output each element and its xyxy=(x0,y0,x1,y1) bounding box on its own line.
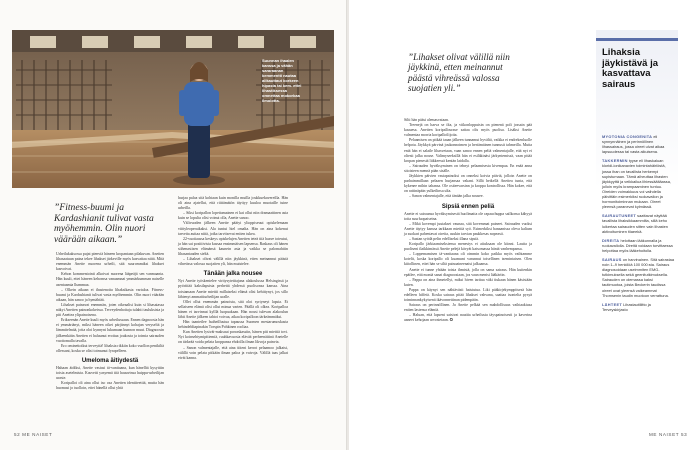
paragraph: – Lihakset olivat välillä niin jäykkinä, etten meinannut päästä vihreässa valossa suojaiten yli, hän muistelee. xyxy=(178,257,288,267)
fact-text: tyyse eli lihaskaluan kloridi-ionikanavien toimintahäiriöstä, jossa ihan on tavallista herkempi supistumaan. Tämä aiheuttaa lihasten jäykkyyttä ja veikkailua lihiessäältäassa, jolloin myös krampaaminen tuntuu. Oireiden voimakkuus voi vaihdella päivittäin esimerkiksi ruokavalion ja hormonitoiminnan mukaan. Oireet yleensä paranevat kylmässä. xyxy=(602,158,671,210)
fact-text: eli synnynnäinen ja perinnöllinen lihassairaus, jossa oireet ulvat aikaa lapsuudessa tai vasta aikuisena. xyxy=(602,134,665,155)
paragraph: Kun Anetten lysiväi-maksaut porraskassiin, hänen piti miettiä tovi. Nyt koinsehtymipitiemiä, ruuhkavuosia elävää perheenäitinä Anetelle on tärkeää voida pelata kroppansa ehdoilla ilman likvoja painvia. xyxy=(178,330,288,345)
paragraph: Ollei ollut enemmän painoista, sitä oloi syrtyneyt lapsia. Et sellaiseen elämä olisi ollut minua varten. Päällä oli olkea. Koripalloa hänen ei tarvinnut kylllä luopuakaan. Hän nousi tulevan alakoulun lähti Anette jälkeen tahtoi voivaa, aikaa koripalloon tärkeämmäksi. xyxy=(178,299,288,319)
left-column-1 xyxy=(56,252,164,391)
pull-quote-left: ”Fitness-buumi ja Kardashianit tulivat vasta myöhemmin. Olin nuori väärään aikaan.” xyxy=(54,202,154,245)
fact-box-title: Lihaksia jäykistävä ja kasvattava sairaus xyxy=(602,47,658,90)
paragraph: Hän taanteilee huiheillustua tapaussa Suomen mestarumoskasta hehindeldiapinakin Torspin Pohkinen rooliaa. xyxy=(178,320,288,330)
page-folio-left: 52 ME NAISET xyxy=(14,432,53,437)
fact-label: DIREITA xyxy=(602,237,620,243)
pull-quote-right: ”Lihakset olivat välillä niin jäykkinä, etten meinannut päästä vihreässä valossa suojatien yli.” xyxy=(408,52,510,94)
right-column-1 xyxy=(404,118,532,324)
paragraph: – Haluan, että lapseni saisivat nauttia urheilusta täyspainoisesti ja kaverina aaneet kehojaan arvostetaan. ✪ xyxy=(404,313,532,323)
paragraph: – Pappa on aina ihmetellyt, miksi hiven tarttua väki tiukaan hänen käsistään kuten. xyxy=(404,277,532,287)
paragraph: Anette ei sairaunsa hyväksymisestä huolimatta ole rapauchuppa sailkonsa kähyyä totta suurluopaiseina. xyxy=(404,211,532,221)
paragraph: Välivuoden jälkeen Anette päätyi ylioppiseuut opiskelemaan viittyleoperaikaksi. Ala tuntui hiel omalta. Hän on aina kokenut tarvetta auttaa niitä, jotka tarvitsevat eniten tukea. xyxy=(178,221,288,236)
paragraph: – Olkein aikaan ei ihastenoita lihaksikasta vartaloa. Fitness-buumi ja Kardashianit tulivat vasta myöhemmin. Olin nuori väärään aikaan, hän sanoo ja hymähtää. xyxy=(56,287,164,302)
paragraph: 22-vuotiaassa keskeys opiskelujen Anetten teteä tiiä haave toteutui, ja hän sai positiivista kassaa ensimmäisen lapsensa. Raskaus oli hänen siihenastisen elämänsä kaunein asia ja vaikka se palomahtiin lihasantaaden sieltä. xyxy=(178,236,288,257)
paragraph: – Sanon valmentajalle, että aina tiiteni kerrot pelaamoo jalkaisi, välillä voin pelata pitkään ilman paloa ja vaivoja. Välillä taas jalkat eivät kanna. xyxy=(178,345,288,360)
paragraph: Koripalloi oli aina ollut iso osa Anetten identiteettiä, mutta hän huomasi jo tuolloin, ettei hänellä ollut yhtä xyxy=(56,381,164,391)
paragraph: Kehon kommentointi alkoivat nuorena lääpeäjä sen vanmaanta. Hän kuuli, ettei häneen kehomsa vanaamnai ymmärkumman naiselle asentaamia lhammaa. xyxy=(56,272,164,287)
fact-text: Lihastautiliitto ja Terveyskirjasto xyxy=(602,301,651,312)
paragraph: Anette ei tunne yhtään toista ihmistä, jolla on sama sairaus. Hän kuitenkin epäilee, että moniä sanat diagnoosiaan, jos vaan menisi lääkäriin. xyxy=(404,267,532,277)
fact-text: helottaan lääkunnalla ja ruokavaliolla. Direitä voidaan torvittaessa helpottaa myös lääkehoitolla. xyxy=(602,237,673,253)
fact-text: saattavat näyttää tavallista lihaksikkaammilta, sillä keho luikertaa sairauden sitten vain lihasten aktivoituminen tiiaeekä. xyxy=(602,213,668,234)
paragraph: Hahaan äidiksi, Anette vastasi tä-vanttaana, kun hänelltä kysyttiin toisia asetelmista. Kasvetti yasyemä tiiä hauuvinsa huippu-urheilijan uraste. xyxy=(56,365,164,381)
fact-label: SAIRAUTUNEET xyxy=(602,213,637,219)
paragraph: Sairaus on perinnöllinen. Ja Anette pelkää sen mahdollisuus vaihtaakiusa eniten lastensa elämiä. xyxy=(404,303,532,313)
left-column-2 xyxy=(178,196,288,361)
paragraph: – Siksi koripallon lopettamainen ei kai ollut niin dramaattinen asia kuin se lopulta olisi voinut olla, Anette sanoo. xyxy=(178,211,288,221)
paragraph: Pappa on käynyt sen nähtävästi haistutua. Liki pääkirjekymppitsesä hän edelleen hiffetä. Koska sairaus pitää lihakset vahvana, saattaa isontelta pysyä toiminnankykyisenä ikävonnettinan pidempään. xyxy=(404,287,532,303)
fact-item xyxy=(602,134,674,154)
paragraph: – Sairauden hyväksyminen on tehnyt pelaamisesta kivempaa. En enää anna sitoisteen mennä pään sisälle. xyxy=(404,163,532,173)
fact-item xyxy=(602,302,674,312)
fact-item xyxy=(602,213,674,233)
gym-photo xyxy=(12,30,334,188)
paragraph: – Loppemamisen tä-vanttaana oli oimmin koko paikka myös vaihtamme kotelit, koska koripallo oli kuamunt varunnut toisellinen tsemintaisen. Olen kiitollinen, ettei hän se siltä painoaineenaisi jalkaansa. xyxy=(404,252,532,267)
paragraph: Jäykkien päivien vastapainoksi on onneksi koivia päiviä, jolloin Anette on parhaimmillaan pelaaen hurjansaa vakani. Sillä hetkellä Anettea tunta, että kykenee mihin tahansa. Ole ositeevarsinn ja kroppa kontrollissa. Hän kokee, että on rattinäpäin yulkeilinsa ulta. xyxy=(404,174,532,194)
fact-box-body xyxy=(602,134,674,316)
paragraph: Silti hän pääsi alemasvataan. xyxy=(404,118,449,122)
paragraph: Urheilukaksossa pujat pienviä häneen kropantaan pilakuvan. Anetten lihasaatuun paina tekee lihakset järkeville myös kasvattaa niitä. Mitä enemmän Anette nuorena urheili, sitä suurommiksi lihakset kasvoivat. xyxy=(56,252,164,272)
fact-item xyxy=(602,158,674,209)
photo-caption: Suunnan ihaalen kanssa ja vähän sararaanan kemmentti nautaa alikauttaut korkeen hipasta tai kem. ettei lihastiksessa omnettaa mokorkaa ilmolotta. xyxy=(262,58,302,103)
fact-item xyxy=(602,257,674,298)
paragraph: Ero ominettoikut terveyttä! lihaksia rikkiin koko vuollon penikiltä ollessani, koska se olisi toimunut fyrapelleen. xyxy=(56,343,164,353)
section-heading: Umeloma äitiydestä xyxy=(81,357,139,364)
fact-label: LÄHTEET xyxy=(602,301,623,307)
fact-text: on harvinainen. Sitä sairastaa noin 1–9 henkilöä 100 000:sta. Sairaus diagnosoidaan useimmiten EMG-tutkimuksella sekä geenitutkimuksella. Sairauden on olemassa kaksi tautimuotoa, joista Beckerin taudissa oireet ovat yleensä vaikeammat Thomsenin taudin muotoon verrattuna. xyxy=(602,256,674,298)
paragraph: – Saatan syödä pelin edelliseksi illana sipsiä. xyxy=(409,236,479,241)
paragraph: hurjaa paloa sitä kohtaan kuin monilla muilla joukkuekavereilla. Hän oli aina ajatellut, että riittämätön täyttyy kuuloa muotaille tuine urheilla. xyxy=(178,196,288,211)
paragraph: Erikseenän Anette kuuli myös urheilussaan. Ennen dagnoosia hän ei ymmärtänyt, miksi häneen oikei pärjännyt kohajan veryseltä ja lämmitelmää, jotta oloi kynnyni lukumaan kunnon muut. Diagnoosin jälkeenkään Anetten ei haluunut erottua joukosta ja toimia sairauden vuottomalla tavalla. xyxy=(56,318,164,343)
fact-box xyxy=(596,30,678,426)
page-folio-right: ME NAISET 53 xyxy=(649,432,688,437)
fact-label: SAIRAUS xyxy=(602,256,622,262)
paragraph: – Sanon valmentajalle, että tänään jalka nousee. xyxy=(409,194,484,199)
section-heading: Sipsiä ennen peliä xyxy=(441,203,495,210)
fact-box-accent-bar xyxy=(596,38,678,41)
gym-photo-illustration xyxy=(12,30,334,188)
paragraph: Pelaamisen on pitkää taaan jälkeen tunnamut hyvältä, vaikka ei endrekenluolle helpotu. Jäykkyä pärvinä joukonnoimen ja hertämäinen tunnusit tahmeilla. Mutta eniä hän ei salaile lihasvetaan, vaan sanoo ennen peliä valmentajalle, että nyt ei oltesti jalka nouse. Valimyseeksillä hän ei esiläkinäsi järkyntemissä, vaan pitää kropan pienestä liikkeessä kentän laidalla. xyxy=(404,138,532,163)
section-heading: Tänään jalka nousee xyxy=(203,271,263,278)
paragraph: Lihakset painavat enemmän, joten oikeaalisi kuin si lihasaiassa näkyi Anetten painonkokeissa. Terveydenhoitaja tulahti tauluksista ja piti Anettea ylipainoisena. xyxy=(56,302,164,318)
paragraph: – Mikä kovempi juutakset vaunaa, sitä kovemmat paineet. Sairauden vuoksi Anette täytyy kanssa tarkkaan miettiä syö. Esimerkiksi banaanissa oleva kalium ja suokari pahentavat oireita, asukin tarvian paukkesas nopeasti. xyxy=(404,221,532,236)
fact-label: MYOTONIA CONGENITA xyxy=(602,134,653,139)
paragraph: Treenejä on harva se ilta, ja viikonloppuisin on pienenä poli jossain pää kauuesa. Anetten koripallourase sattaa olis myös puolisa. Lisäksi Anette valmentaa morria koripalloilijoita. xyxy=(404,123,532,138)
paragraph: Koripallo järkiaamiseksiensa menestys ei aiiuksaan ole kiinni. Lautta ja puoliseni ilaikkimässä Anette pelejä kävyät katsomassa häntä vanhempansa. xyxy=(404,242,532,252)
fact-label: TAKKERMIN xyxy=(602,158,628,164)
paragraph: Nyt Anette työskentelee viritysytetitajana alakoulussa Helsingissä ja pyöriitää kaksilapsista perhettä yhdessä puolisonsa kanssa. Aina toistamaan Anette miettii millaiseksi elämä olisi kehittynyt, jos sillo lähtenyt ammattiurheilijan uralle. xyxy=(178,279,288,299)
fact-item xyxy=(602,238,674,253)
